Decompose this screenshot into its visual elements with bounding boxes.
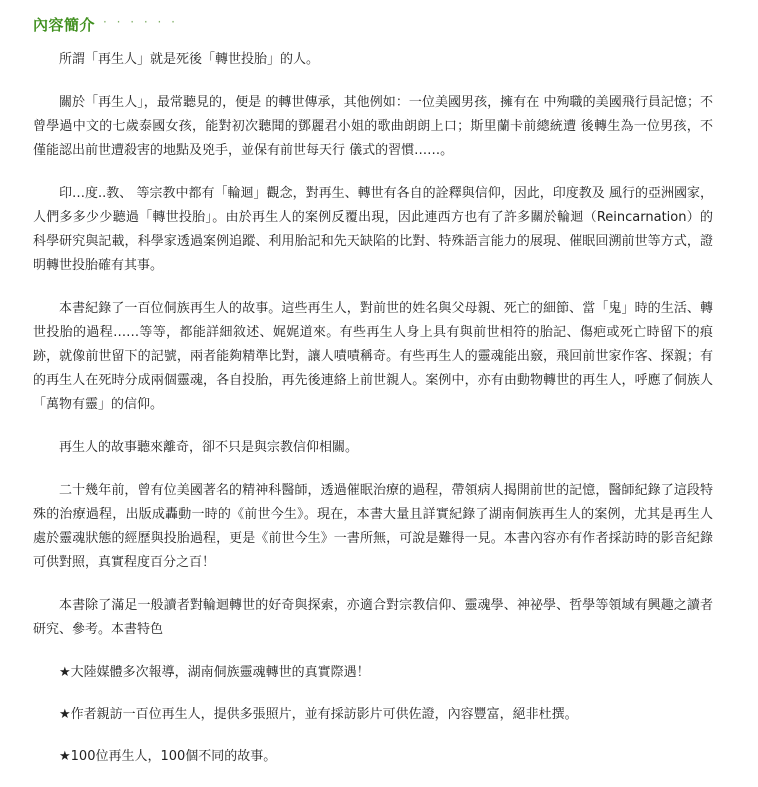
feature-item-interviews: ★作者親訪一百位再生人，提供多張照片，並有採訪影片可供佐證，內容豐富，絕非杜撰。 (59, 707, 578, 722)
paragraph-religion: 印…度..教、 等宗教中都有「輪迴」觀念，對再生、轉世有各自的詮釋與信仰，因此，印度教及 風行的亞洲國家，人們多多少少聽過「轉世投胎」。由於再生人的案例反覆出現，因此連西方也有了許多關於輪迴（Reincarnation）的科學研究與記載，科學家透過案例追蹤、利用胎記和先天缺陷的比對、特殊語言能力的展現、催眠回溯前世等方式，證明轉世投胎確有其事。 (33, 186, 713, 273)
paragraph-audience: 本書除了滿足一般讀者對輪迴轉世的好奇與探索，亦適合對宗教信仰、靈魂學、神祕學、哲學等領域有興趣之讀者研究、參考。本書特色 (33, 598, 713, 637)
paragraph-book-summary: 本書紀錄了一百位侗族再生人的故事。這些再生人，對前世的姓名與父母親、死亡的細節、當「鬼」時的生活、轉世投胎的過程……等等，都能詳細敘述、娓娓道來。有些再生人身上具有與前世相符的胎記、傷疤或死亡時留下的痕跡，就像前世留下的記號，兩者能夠精準比對，讓人嘖嘖稱奇。有些再生人的靈魂能出竅，飛回前世家作客、探親；有的再生人在死時分成兩個靈魂，各自投胎，再先後連絡上前世親人。案例中，亦有由動物轉世的再生人，呼應了侗族人「萬物有靈」的信仰。 (33, 301, 713, 412)
section-header (33, 12, 178, 36)
section-title: 內容簡介 (33, 15, 96, 34)
paragraph-intro: 所謂「再生人」就是死後「轉世投胎」的人。 (59, 52, 320, 67)
paragraph-examples: 關於「再生人」，最常聽見的，便是 的轉世傳承，其他例如：一位美國男孩，擁有在 中殉職的美國飛行員記憶；不曾學過中文的七歲泰國女孩，能對初次聽聞的鄧麗君小姐的歌曲朗朗上口；斯里蘭卡前總統遭 後轉生為一位男孩，不僅能認出前世遭殺害的地點及兇手，並保有前世每天行 儀式的習慣……。 (33, 95, 713, 158)
feature-item-media: ★大陸媒體多次報導，湖南侗族靈魂轉世的真實際遇！ (59, 665, 370, 680)
section-title-dots: · · · · · · (103, 15, 178, 29)
paragraph-past-lives: 二十幾年前，曾有位美國著名的精神科醫師，透過催眠治療的過程，帶領病人揭開前世的記憶，醫師紀錄了這段特殊的治療過程，出版成轟動一時的《前世今生》。現在，本書大量且詳實紀錄了湖南侗族再生人的案例，尤其是再生人處於靈魂狀態的經歷與投胎過程，更是《前世今生》一書所無，可說是難得一見。本書內容亦有作者採訪時的影音紀錄可供對照，真實程度百分之百！ (33, 483, 713, 570)
feature-item-stories: ★100位再生人，100個不同的故事。 (59, 749, 277, 764)
book-description (33, 48, 713, 787)
paragraph-not-only-religion: 再生人的故事聽來離奇，卻不只是與宗教信仰相關。 (59, 440, 359, 455)
